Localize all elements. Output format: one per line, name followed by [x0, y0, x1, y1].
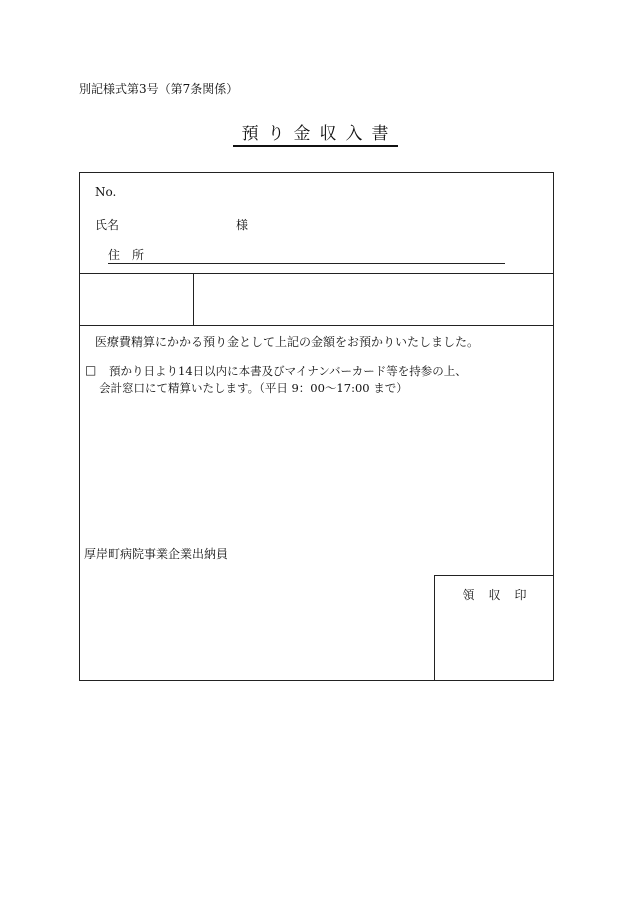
form-label: 別記様式第3号（第7条関係）	[79, 82, 239, 96]
address-label: 住 所	[108, 248, 145, 262]
address-underline	[108, 263, 505, 264]
name-label: 氏名	[95, 218, 120, 232]
statement-text: 医療費精算にかかる預り金として上記の金額をお預かりいたしました。	[95, 335, 480, 349]
notice-line-1: 預かり日より14日以内に本書及びマイナンバーカード等を持参の上、	[109, 364, 467, 378]
receipt-stamp-label: 領収印	[462, 588, 541, 602]
issuer-text: 厚岸町病院事業企業出納員	[84, 547, 229, 561]
refund-checkbox[interactable]: □	[85, 363, 97, 377]
notice-line-2: 会計窓口にて精算いたします。（平日 9：00～17:00 まで）	[99, 381, 408, 395]
document-title: 預り金収入書	[233, 124, 398, 147]
honorific-label: 様	[236, 218, 249, 232]
document-title-wrap	[0, 124, 630, 147]
receipt-form	[79, 172, 554, 681]
no-label: No.	[95, 185, 117, 199]
amount-value-cell[interactable]	[194, 274, 553, 325]
receipt-stamp-box[interactable]	[434, 575, 554, 681]
divider-middle	[80, 325, 553, 326]
amount-label-cell[interactable]	[80, 274, 193, 325]
